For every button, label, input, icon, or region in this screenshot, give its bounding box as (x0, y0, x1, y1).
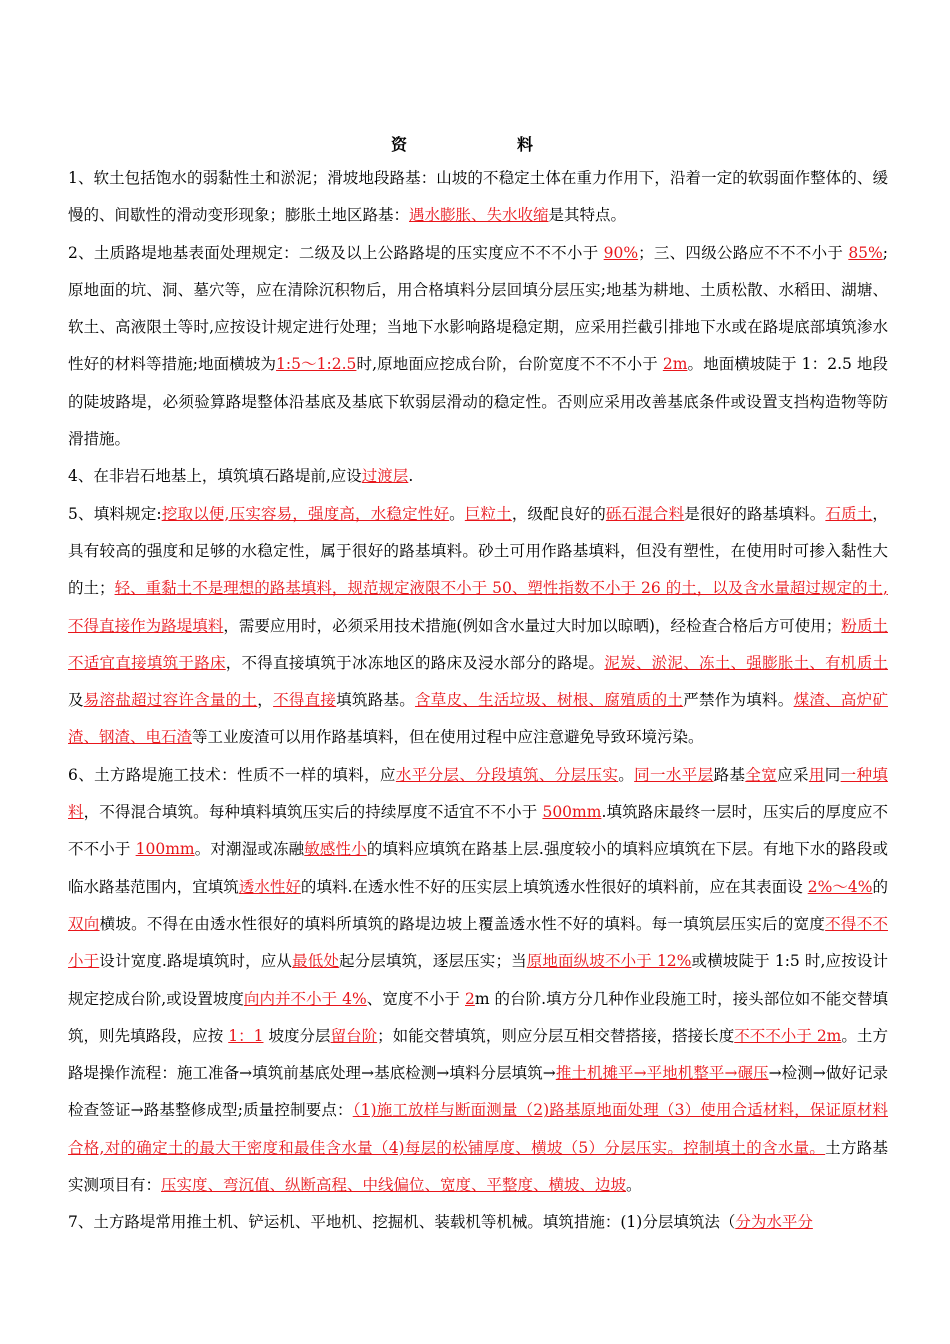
body-text: 。 (626, 1176, 642, 1195)
highlighted-text: 过渡层 (361, 467, 409, 486)
highlighted-text: 100mm (135, 840, 195, 859)
document-title: 资 料 (390, 135, 559, 154)
body-text: ，级配良好的 (511, 504, 606, 523)
body-text: 及 (68, 691, 84, 710)
body-text: 路基 (713, 765, 746, 784)
highlighted-text: 90% (603, 243, 639, 262)
highlighted-text: 不不不小于 2m (734, 1026, 842, 1045)
body-text: 。 (618, 765, 635, 784)
highlighted-text: 2m (662, 355, 688, 374)
highlighted-text: 2 (465, 989, 475, 1008)
paragraph-2 (68, 235, 888, 459)
highlighted-text: 含草皮、生活垃圾、树根、腐殖质的土 (415, 691, 684, 710)
highlighted-text: 分为水平分 (735, 1213, 813, 1232)
body-text: ；如能交替填筑，则应分层互相交替搭接，搭接长度 (377, 1026, 735, 1045)
highlighted-text: 泥炭、淤泥、冻土、强膨胀土、有机质土 (604, 653, 888, 672)
body-text: 时,原地面应挖成台阶，台阶宽度不不不小于 (356, 355, 663, 374)
body-text: m 的台阶.填方分几种作业段施工时，接头部位如不能交替填筑，则先填路段，应按 (68, 989, 888, 1045)
body-text: ;原地面的坑、洞、墓穴等，应在清除沉积物后，用合格填料分层回填分层压实;地基为耕地、土质松散、水稻田、湖塘、软土、高液限土等时,应按设计规定进行处理；当地下水影响路堤稳定期，应采用拦截引排地下水或在路堤底部填筑渗水性好的材料等措施;地面横坡为 (68, 243, 888, 374)
body-text: 同 (824, 765, 841, 784)
paragraph-6 (68, 757, 888, 1205)
highlighted-text: 粉质土不适宜直接填筑于路床 (68, 616, 888, 672)
highlighted-text: 同一水平层 (634, 765, 714, 784)
highlighted-text: 透水性好 (238, 877, 301, 896)
body-text: 是很好的路基填料。 (684, 504, 826, 523)
body-text: 2、土质路堤地基表面处理规定：二级及以上公路路堤的压实度应不不不小于 (68, 243, 604, 262)
body-text: ，需要应用时，必须采用技术措施(例如含水量过大时加以晾晒)，经检查合格后方可使用； (223, 616, 842, 635)
body-text: 的填料.在透水性不好的压实层上填筑透水性很好的填料前，应在其表面设 (300, 877, 808, 896)
highlighted-text: 双向 (68, 914, 100, 933)
body-text: 。对潮湿或冻融 (194, 840, 305, 859)
highlighted-text: 不得直接 (273, 691, 337, 710)
body-text: 。 (449, 504, 465, 523)
body-text: 4、在非岩石地基上，填筑填石路堤前,应设 (68, 467, 362, 486)
highlighted-text: 原地面纵坡不小于 12% (526, 952, 692, 971)
highlighted-text: 石质土 (825, 504, 873, 523)
highlighted-text: 留台阶 (330, 1026, 378, 1045)
highlighted-text: 挖取以便,压实容易，强度高，水稳定性好 (161, 504, 450, 523)
highlighted-text: 85% (848, 243, 883, 262)
highlighted-text: 轻、重黏土不是理想的路基填料，规范规定液限不小于 50、塑性指数不小于 26 的土，以及含水量超过规定的土, 不得直接作为路堤填料 (68, 579, 888, 635)
paragraph-5 (68, 496, 888, 757)
highlighted-text: 全宽 (745, 765, 778, 784)
body-text: 1、软土包括饱水的弱黏性土和淤泥；滑坡地段路基：山坡的不稳定土体在重力作用下，沿着一定的软弱面作整体的、缓慢的、间歇性的滑动变形现象；膨胀土地区路基： (68, 169, 888, 225)
body-text: 起分层填筑，逐层压实；当 (339, 952, 527, 971)
highlighted-text: 不得不不小于 (68, 914, 888, 971)
body-text: 应采 (777, 765, 809, 784)
body-text: 6、土方路堤施工技术：性质不一样的填料，应 (68, 765, 396, 784)
highlighted-text: 推土机摊平→平地机整平→碾压 (555, 1064, 769, 1083)
body-text: ，不得混合填筑。每种填料填筑压实后的持续厚度不适宜不不小于 (83, 803, 543, 822)
highlighted-text: 水平分层、分段填筑、分层压实 (395, 765, 619, 784)
body-text: . (408, 467, 414, 486)
body-text: 的 (872, 877, 888, 896)
body-text: 填筑路基。 (336, 691, 416, 710)
body-text: →检测→做好记录检查签证→路基整修成型;质量控制要点： (68, 1064, 889, 1120)
body-text: 等工业废渣可以用作路基填料，但在使用过程中应注意避免导致环境污染。 (192, 728, 704, 747)
highlighted-text: 压实度、弯沉值、纵断高程、中线偏位、宽度、平整度、横坡、边坡 (161, 1176, 627, 1195)
body-text: 5、填料规定: (68, 504, 162, 523)
paragraph-7 (68, 1204, 888, 1241)
highlighted-text: 向内并不小于 4% (243, 989, 367, 1008)
body-text: 、宽度不小于 (366, 989, 465, 1008)
body-text: ；三、四级公路应不不不小于 (638, 243, 849, 262)
highlighted-text: 遇水膨胀、失水收缩 (409, 206, 549, 225)
body-text: ，不得直接填筑于冰冻地区的路床及浸水部分的路堤。 (225, 653, 605, 672)
document-body (68, 160, 888, 1242)
body-text: 设计宽度.路堤填筑时，应从 (99, 952, 293, 971)
highlighted-text: 一种填料 (68, 765, 888, 822)
highlighted-text: 巨粒土 (464, 504, 512, 523)
paragraph-1 (68, 160, 888, 235)
paragraph-4 (68, 458, 888, 495)
body-text: 横坡。不得在由透水性很好的填料所填筑的路堤边坡上覆盖透水性不好的填料。每一填筑层压实后的宽度 (99, 914, 826, 933)
highlighted-text: 煤渣、高炉矿渣、钢渣、电石渣 (68, 691, 888, 747)
highlighted-text: 用 (808, 765, 825, 784)
body-text: ， (257, 691, 274, 710)
body-text: 7、土方路堤常用推土机、铲运机、平地机、挖掘机、装载机等机械。填筑措施：(1)分层填筑法（ (68, 1213, 736, 1232)
highlighted-text: 易溶盐超过容许含量的土 (83, 691, 258, 710)
highlighted-text: 2%～4% (807, 877, 873, 896)
highlighted-text: 最低处 (292, 952, 340, 971)
body-text: 或横坡陡于 1:5 时,应按设计规定挖成台阶,或设置坡度 (68, 952, 888, 1008)
body-text: 。地面横坡陡于 1：2.5 地段的陡坡路堤，必须验算路堤整体沿基底及基底下软弱层滑动的稳定性。否则应采用改善基底条件或设置支挡构造物等防滑措施。 (68, 355, 888, 449)
body-text: 严禁作为填料。 (683, 691, 794, 710)
highlighted-text: 敏感性小 (304, 840, 367, 859)
body-text: 。土方路堤操作流程：施工准备→填筑前基底处理→基底检测→填料分层填筑→ (68, 1026, 888, 1083)
highlighted-text: 500mm (542, 803, 602, 822)
body-text: ，具有较高的强度和足够的水稳定性，属于很好的路基填料。砂土可用作路基填料，但没有塑性，在使用时可掺入黏性大的土； (68, 504, 888, 598)
body-text: 的填料应填筑在路基上层.强度较小的填料应填筑在下层。有地下水的路段或临水路基范围内，宜填筑 (68, 840, 888, 896)
highlighted-text: 1：1 (228, 1026, 264, 1045)
body-text: 是其特点。 (548, 206, 627, 225)
body-text: .填筑路床最终一层时，压实后的厚度应不不不小于 (68, 803, 888, 859)
highlighted-text: （1)施工放样与断面测量（2)路基原地面处理（3）使用合适材料，保证原材料合格,对的确定土的最大干密度和最佳含水量（4)每层的松铺厚度、横坡（5）分层压实。控制填土的含水量。 (68, 1101, 888, 1157)
highlighted-text: 砾石混合料 (605, 504, 685, 523)
highlighted-text: 1:5～1:2.5 (276, 355, 357, 374)
body-text: 坡度分层 (263, 1026, 331, 1045)
body-text: 土方路基实测项目有： (68, 1138, 888, 1195)
